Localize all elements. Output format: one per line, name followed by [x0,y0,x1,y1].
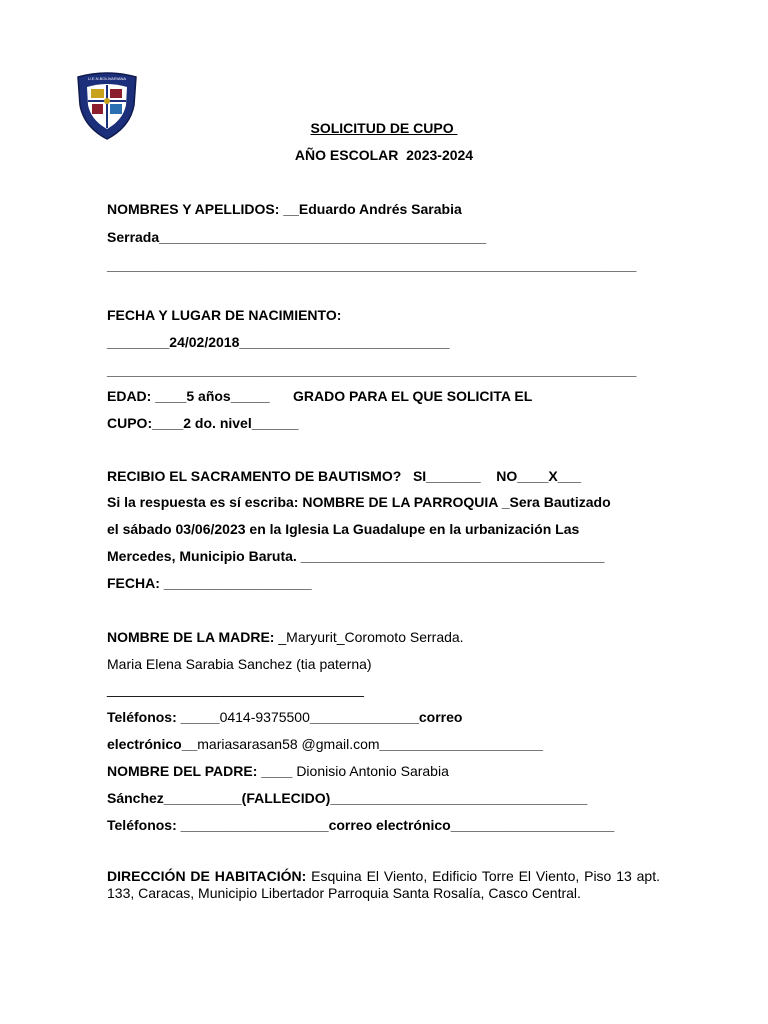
student-name-label: NOMBRES Y APELLIDOS: [107,201,284,217]
father-phone-line: Teléfonos: ___________________correo electrónico_____________________ [107,817,615,833]
parish-line-3: Mercedes, Municipio Baruta. _______________________________________ [107,548,605,564]
mother-email-value: mariasarasan58 @gmail.com [197,736,380,752]
age-grade-line: EDAD: ____5 años_____ GRADO PARA EL QUE SOLICITA EL [107,388,533,404]
blank-line: ____________________________________________________________________ [107,257,637,273]
birth-value: ________24/02/2018___________________________ [107,334,450,350]
father-name-line [107,762,449,780]
parish-line-2: el sábado 03/06/2023 en la Iglesia La Guadalupe en la urbanización Las [107,521,580,537]
school-year: AÑO ESCOLAR 2023-2024 [294,147,474,163]
father-label: NOMBRE DEL PADRE: ____ [107,763,297,779]
mother-name-line [107,628,464,646]
father-line-2: Sánchez__________(FALLECIDO)_________________________________ [107,790,588,806]
mother-phone-tail: ______________correo [309,709,463,725]
student-name-value: __Eduardo Andrés Sarabia [283,201,462,217]
svg-text:U.E.N.BOLIVARIANA: U.E.N.BOLIVARIANA [87,76,127,81]
form-title: SOLICITUD DE CUPO [310,120,458,136]
mother-value: _Maryurit_Coromoto Serrada. [278,629,464,645]
father-value: Dionisio Antonio Sarabia [296,763,449,779]
address-label: DIRECCIÓN DE HABITACIÓN: [107,868,307,884]
mother-email-line [107,735,543,753]
mother-phone-line [107,708,462,726]
address-block [107,868,660,902]
mother-email-tail: _____________________ [379,736,544,752]
student-name-line [107,200,462,218]
student-name-line2: Serrada__________________________________________ [107,229,487,245]
grade-value-line: CUPO:____2 do. nivel______ [107,415,299,431]
mother-label: NOMBRE DE LA MADRE: [107,629,279,645]
mother-email-label: electrónico__ [107,736,198,752]
baptism-question: RECIBIO EL SACRAMENTO DE BAUTISMO? SI_______ NO____X___ [107,468,582,484]
birth-label: FECHA Y LUGAR DE NACIMIENTO: [107,307,342,323]
parish-line-1: Si la respuesta es sí escriba: NOMBRE DE LA PARROQUIA _Sera Bautizado [107,494,611,510]
mother-line-3: _________________________________ [107,681,364,697]
address-value: Esquina El Viento, Edificio Torre El Viento, Piso 13 apt. 133, Caracas, Municipio Libertador Parroquia Santa Rosalía, Casco Central. [107,868,660,901]
blank-line-2: ____________________________________________________________________ [107,362,637,378]
mother-phone-label: Teléfonos: _____ [107,709,220,725]
mother-phone-value: 0414-9375500 [219,709,310,725]
baptism-date-line: FECHA: ___________________ [107,575,312,591]
mother-line-2: Maria Elena Sarabia Sanchez (tia paterna) [107,656,372,672]
